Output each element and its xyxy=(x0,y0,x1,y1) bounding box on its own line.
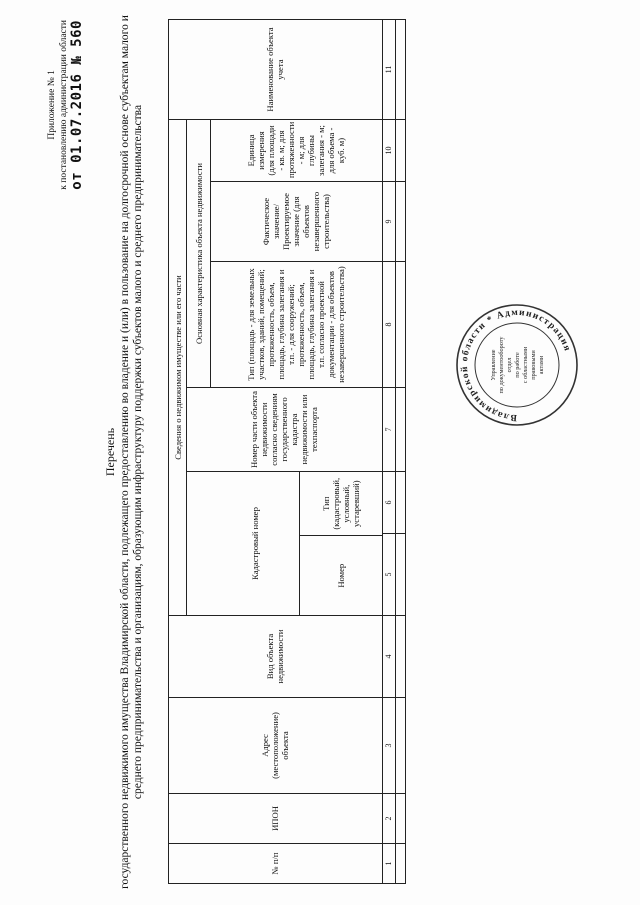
stamp-line-7: актами xyxy=(538,355,545,375)
cadastral-label: Кадастровый номер xyxy=(211,472,300,615)
header-address: Адрес (местоположение) объекта xyxy=(169,698,383,794)
col-num-8: 8 xyxy=(382,262,395,388)
header-property-info: Сведения о недвижимом имуществе или его части xyxy=(169,120,187,616)
header-char-type: Тип (площадь - для земельных участков, зданий, помещений; протяженность, объем, площадь, глубина залегания и т.п. - для сооружений; протяженность, объем, площадь, глубина залегания и т.п. согласно проектной документации - для объектов незавершенного строительства) xyxy=(211,262,383,388)
header-main-characteristic: Основная характеристика объекта недвижимости xyxy=(187,120,211,388)
col-num-7: 7 xyxy=(382,388,395,472)
title-line-2: государственного недвижимого имущества Владимирской области, подлежащего предоставлению во владение и (или) в пользование на долгосрочной основе субъектам малого и xyxy=(118,15,131,889)
col-num-1: 1 xyxy=(382,844,395,884)
empty-row xyxy=(395,20,405,884)
stamp-line-3: отдел xyxy=(506,357,513,373)
header-object-name: Наименование объекта учета xyxy=(169,20,383,120)
stamp-ring-text: Владимирской области * Администрация xyxy=(459,307,573,423)
header-ipon: ИПОН xyxy=(169,794,383,844)
header-part-number: Номер части объекта недвижимости согласно сведениям государственного кадастра недвижимости или техпаспорта xyxy=(187,388,383,472)
column-number-row xyxy=(382,20,395,884)
col-num-9: 9 xyxy=(382,182,395,262)
col-num-3: 3 xyxy=(382,698,395,794)
col-num-5: 5 xyxy=(382,534,395,616)
official-stamp xyxy=(454,302,580,428)
stamp-line-1: Управление xyxy=(490,349,497,381)
header-cad-number: Номер xyxy=(300,535,382,615)
title-word: Перечень xyxy=(103,427,117,477)
rotated-document xyxy=(40,12,600,892)
stamp-line-6: правовыми xyxy=(530,350,537,380)
col-num-10: 10 xyxy=(382,120,395,182)
header-no: № п/п xyxy=(169,844,383,884)
cadastral-block xyxy=(211,472,383,616)
document-title xyxy=(104,12,146,892)
stamp-line-4: по работе xyxy=(514,352,521,378)
property-table xyxy=(168,19,406,884)
header-object-type: Вид объекта недвижимости xyxy=(169,616,383,698)
col-num-11: 11 xyxy=(382,20,395,120)
col-num-4: 4 xyxy=(382,616,395,698)
header-cad-type: Тип (кадастровый, условный, устаревший) xyxy=(320,477,361,530)
appendix-header xyxy=(46,20,83,190)
resolution-label: к постановлению администрации области xyxy=(59,20,69,190)
appendix-label: Приложение № 1 xyxy=(47,70,57,140)
col-num-6: 6 xyxy=(382,472,395,534)
stamp-line-5: с областными xyxy=(522,346,529,384)
cadastral-subcols xyxy=(300,472,382,615)
header-value: Фактическое значение/ Проектируемое значение (для объектов незавершенного строительства) xyxy=(211,182,383,262)
resolution-date: от 01.07.2016 № 560 xyxy=(69,20,85,190)
col-num-2: 2 xyxy=(382,794,395,844)
header-cadastral xyxy=(187,472,211,616)
stamp-line-2: по документообороту xyxy=(498,336,505,394)
title-line-3: среднего предпринимательства и организациям, образующим инфраструктуру поддержки субъектов малого и среднего предпринимательства xyxy=(132,104,144,800)
header-unit: Единица измерения (для площади - кв. м; для протяженности - м; для глубины залегания - м; для объема - куб. м) xyxy=(211,120,383,182)
